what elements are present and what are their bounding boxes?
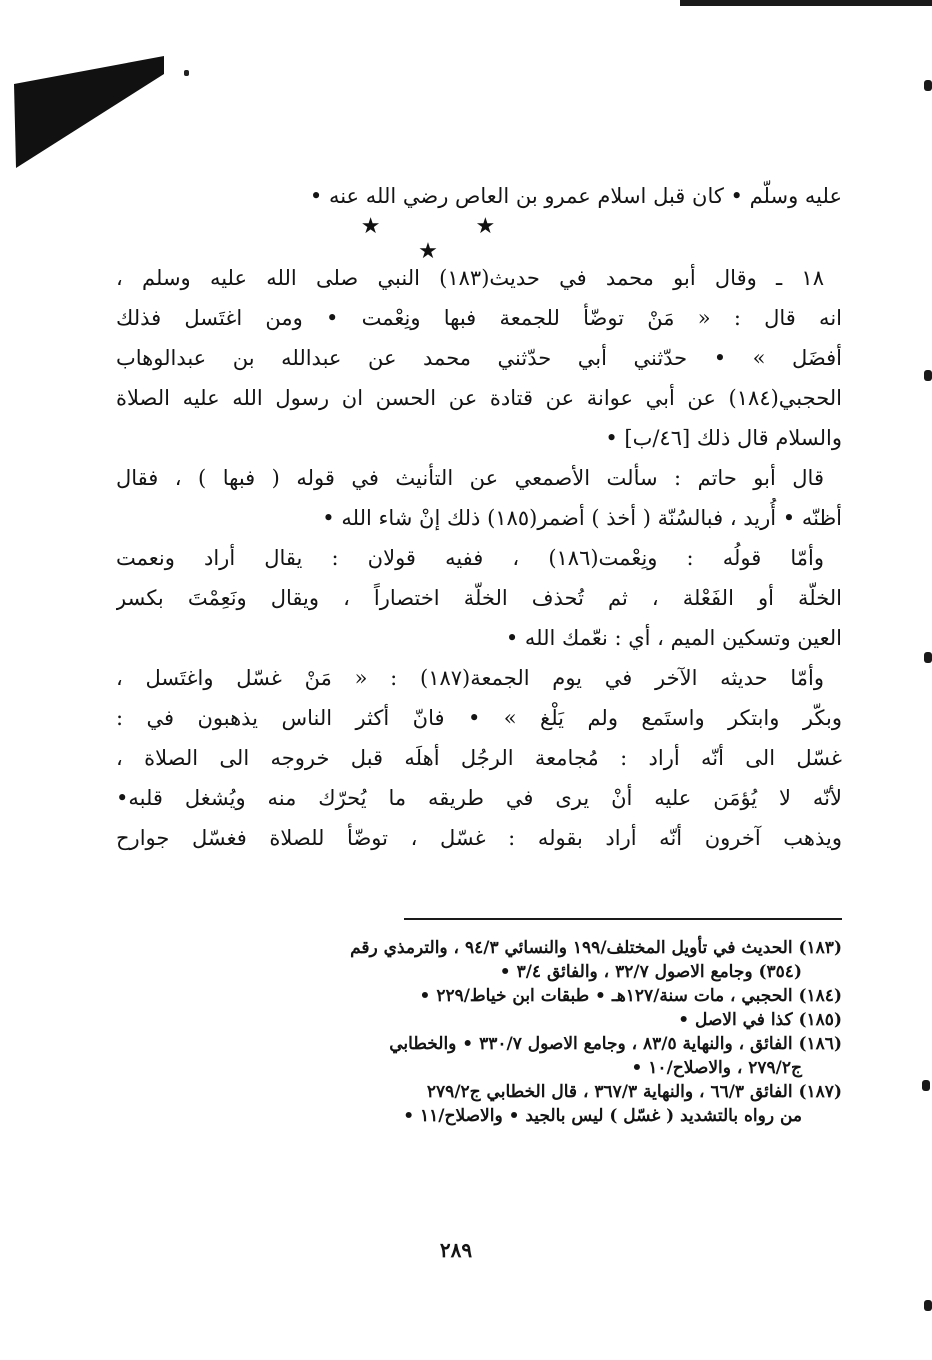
footnote-187: [116, 1080, 842, 1128]
footnote-line: (١٨٥) كذا في الاصل •: [678, 1010, 842, 1030]
text-line: ويذهب آخرون أنّه أراد بقوله : غسّل ، توضّأ للصلاة فغسّل جوارح: [116, 826, 842, 850]
section-separator-stars: ★ ★ ★: [360, 214, 540, 264]
footnote-line: (١٨٧) الفائق ٦٦/٣ ، والنهاية ٣٦٧/٣ ، قال الخطابي ج٢٧٩/٢: [426, 1082, 842, 1102]
margin-mark: [922, 1080, 930, 1091]
page-number: ٢٨٩: [439, 1238, 473, 1262]
margin-mark: [924, 80, 932, 91]
paragraph-jumuah: [116, 658, 842, 858]
footnote-line: (١٨٣) الحديث في تأويل المختلف/١٩٩ والنسائي ٩٤/٣ ، والترمذي رقم: [350, 938, 842, 958]
paragraph-hadith-18: [116, 258, 842, 458]
top-edge-bar: [680, 0, 932, 6]
footnote-line: (١٨٤) الحجبي ، مات سنة/١٢٧هـ • طبقات ابن خياط/٢٢٩ •: [419, 986, 842, 1006]
text-line: الحجبي(١٨٤) عن أبي عوانة عن قتادة عن الحسن ان رسول الله عليه الصلاة: [116, 386, 842, 410]
text-line: قال أبو حاتم : سألت الأصمعي عن التأنيث في قوله ( فبها ) ، فقال: [116, 466, 824, 490]
margin-mark: [924, 652, 932, 663]
footnote-184: [116, 984, 842, 1008]
footnote-line: (٣٥٤) وجامع الاصول ٣٢/٧ ، والفائق ٣/٤ •: [499, 962, 802, 982]
text-line: غسّل الى أنّه أراد : مُجامعة الرجُل أهلَه قبل خروجه الى الصلاة ،: [116, 746, 842, 770]
text-line: لأنّه لا يُؤمَن عليه أنْ يرى في طريقه ما يُحرّك منه ويُشغل قلبه•: [116, 786, 842, 810]
footnote-line: (١٨٦) الفائق ، والنهاية ٨٣/٥ ، وجامع الاصول ٣٣٠/٧ • والخطابي: [389, 1034, 842, 1054]
opening-line: [116, 176, 842, 216]
text-line: انه قال : « مَنْ توضّأ للجمعة فبها ونِعْمت • ومن اغتَسل فذلك: [116, 306, 842, 330]
scan-speck: [184, 70, 189, 76]
text-line: أفضَل » • حدّثني أبي حدّثني محمد عن عبدالله بن عبدالوهاب: [116, 346, 842, 370]
text-line: أظنّه • أُريد ، فبالسُنّة ( أخذ ) أضمر(١٨٥) ذلك إنْ شاء الله •: [322, 506, 842, 530]
text-line: الخلّة أو الفَعْلة ، ثم تُحذف الخلّة اختصاراً ، ويقال ونَعِمْتَ بكسر: [116, 586, 842, 610]
scan-corner-shadow: [14, 56, 164, 168]
margin-mark: [924, 370, 932, 381]
footnote-183: [116, 936, 842, 984]
margin-mark: [924, 1300, 932, 1311]
text-line: عليه وسلّم • كان قبل اسلام عمرو بن العاص رضي الله عنه •: [309, 184, 842, 208]
footnote-divider: [404, 918, 842, 920]
footnote-line: ج٢٧٩/٢ ، والاصلاح/١٠ •: [631, 1058, 802, 1078]
text-line: وأمّا حديثه الآخر في يوم الجمعة(١٨٧) : « مَنْ غسّل واغتَسل ،: [116, 666, 825, 690]
main-text: [116, 258, 842, 858]
text-line: ١٨ ـ وقال أبو محمد في حديث(١٨٣) النبي صلى الله عليه وسلم ،: [116, 266, 824, 290]
text-line: وأمّا قولُه : ونِعْمت(١٨٦) ، ففيه قولان : يقال أراد ونعمت: [116, 546, 824, 570]
footnote-185: [116, 1008, 842, 1032]
footnote-186: [116, 1032, 842, 1080]
paragraph-abu-hatim: [116, 458, 842, 538]
footnote-line: من رواه بالتشديد ( غسّل ) ليس بالجيد • والاصلاح/١١ •: [403, 1106, 802, 1126]
text-line: وبكّر وابتكر واستَمع ولم يَلْغ » • فانّ أكثر الناس يذهبون في :: [116, 706, 842, 730]
text-line: والسلام قال ذلك [٤٦/ب] •: [605, 426, 842, 450]
text-line: العين وتسكين الميم ، أي : نعّمك الله •: [505, 626, 842, 650]
footnotes: [116, 936, 842, 1128]
paragraph-nimat: [116, 538, 842, 658]
